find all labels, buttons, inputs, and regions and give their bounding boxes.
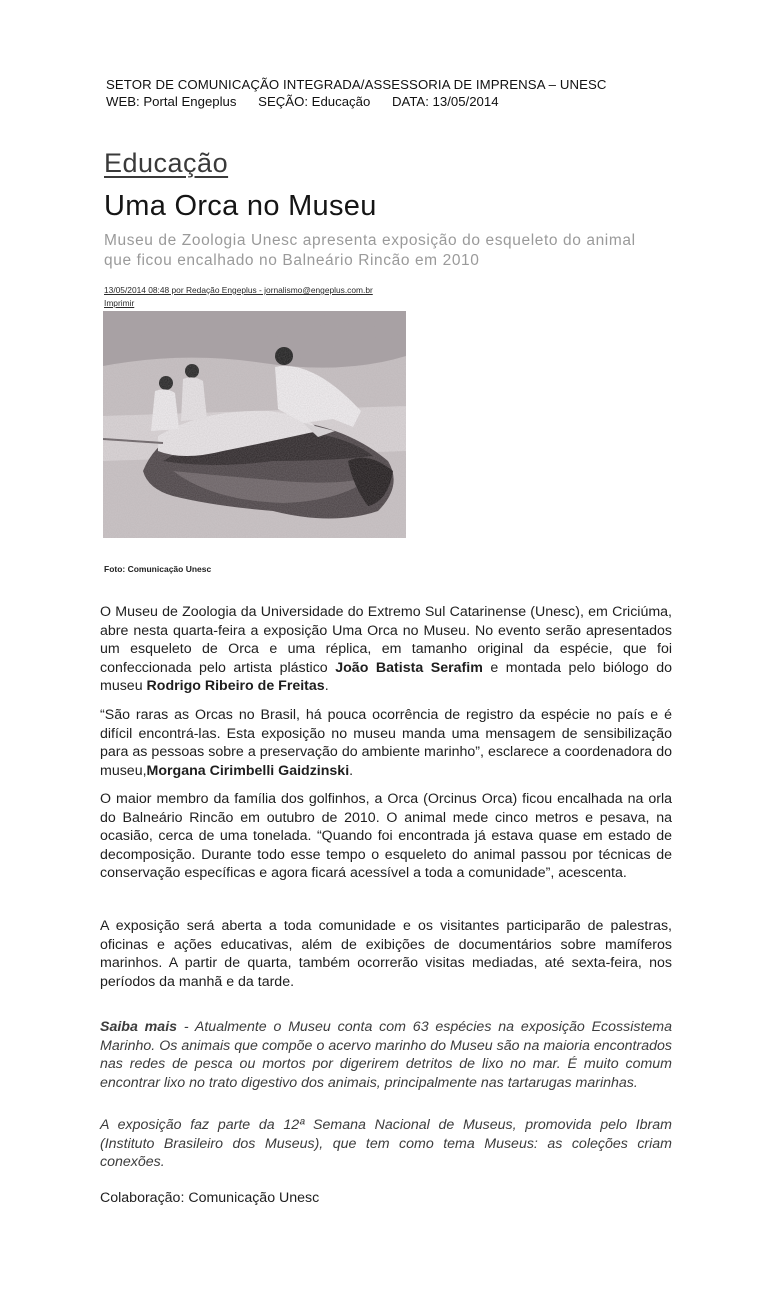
article-subtitle: Museu de Zoologia Unesc apresenta exposição do esqueleto do animal que ficou encalhado no Balneário Rincão em 2010 bbox=[104, 232, 636, 269]
header-date: DATA: 13/05/2014 bbox=[391, 94, 499, 109]
header-sector: SETOR DE COMUNICAÇÃO INTEGRADA/ASSESSORIA DE IMPRENSA – UNESC bbox=[106, 77, 607, 92]
header-meta bbox=[106, 94, 517, 109]
header-section: SEÇÃO: Educação bbox=[258, 94, 371, 109]
section-title: Educação bbox=[104, 148, 229, 178]
article-byline[interactable]: 13/05/2014 08:48 por Redação Engeplus - jornalismo@engeplus.com.br bbox=[104, 285, 373, 295]
body-paragraph-3: O maior membro da família dos golfinhos, a Orca (Orcinus Orca) ficou encalhada na orla do Balneário Rincão em outubro de 2010. O animal mede cinco metros e pesava, na ocasião, cerca de uma tonelada. “Quando foi encontrada já estava quase em estado de decomposição. Durante todo esse tempo o esqueleto do animal passou por técnicas de conservação específicas e agora ficará acessível a toda a comunidade”, acescenta. bbox=[100, 791, 672, 881]
print-link[interactable]: Imprimir bbox=[104, 298, 135, 308]
body-paragraph-saiba-mais: Saiba mais - Atualmente o Museu conta com 63 espécies na exposição Ecossistema Marinho. Os animais que compõe o acervo marinho do Museu são na maioria encontrados nas redes de pesca ou mortos por digerirem detritos de lixo no mar. É muito comum encontrar lixo no trato digestivo dos animais, principalmente nas tartarugas marinhas. bbox=[100, 1019, 672, 1091]
body-paragraph-2: “São raras as Orcas no Brasil, há pouca ocorrência de registro da espécie no país e é difícil encontrá-las. Esta exposição no museu manda uma mensagem de sensibilização para as pessoas sobre a preservação do ambiente marinho”, esclarece a coordenadora do museu,Morgana Cirimbelli Gaidzinski. bbox=[100, 707, 672, 779]
saiba-mais-label: Saiba mais bbox=[100, 1019, 178, 1035]
artist-name: João Batista Serafim bbox=[335, 659, 483, 676]
body-paragraph-4: A exposição será aberta a toda comunidade e os visitantes participarão de palestras, oficinas e ações educativas, além de exibições de documentários sobre mamíferos marinhos. A partir de quarta, também ocorrerão visitas mediadas, até sexta-feira, nos períodos da manhã e da tarde. bbox=[100, 918, 672, 990]
biologist-name: Rodrigo Ribeiro de Freitas bbox=[146, 678, 325, 694]
body-paragraph-semana-museus: A exposição faz parte da 12ª Semana Nacional de Museus, promovida pelo Ibram (Instituto Brasileiro dos Museus), que tem como tema Museus: as coleções criam conexões. bbox=[100, 1117, 672, 1170]
coordinator-name: Morgana Cirimbelli Gaidzinski bbox=[146, 762, 350, 779]
body-paragraph-1: O Museu de Zoologia da Universidade do Extremo Sul Catarinense (Unesc), em Criciúma, abre nesta quarta-feira a exposição Uma Orca no Museu. No evento serão apresentados um esqueleto de Orca e uma réplica, em tamanho original da espécie, que foi confeccionada pelo artista plástico João Batista Serafim e montada pelo biólogo do museu Rodrigo Ribeiro de Freitas. bbox=[100, 604, 673, 694]
header-web: WEB: Portal Engeplus bbox=[106, 94, 237, 109]
collaboration-credit: Colaboração: Comunicação Unesc bbox=[100, 1190, 320, 1206]
orca-photo bbox=[103, 311, 406, 538]
photo-credit: Foto: Comunicação Unesc bbox=[104, 564, 212, 574]
article-title: Uma Orca no Museu bbox=[104, 190, 377, 222]
